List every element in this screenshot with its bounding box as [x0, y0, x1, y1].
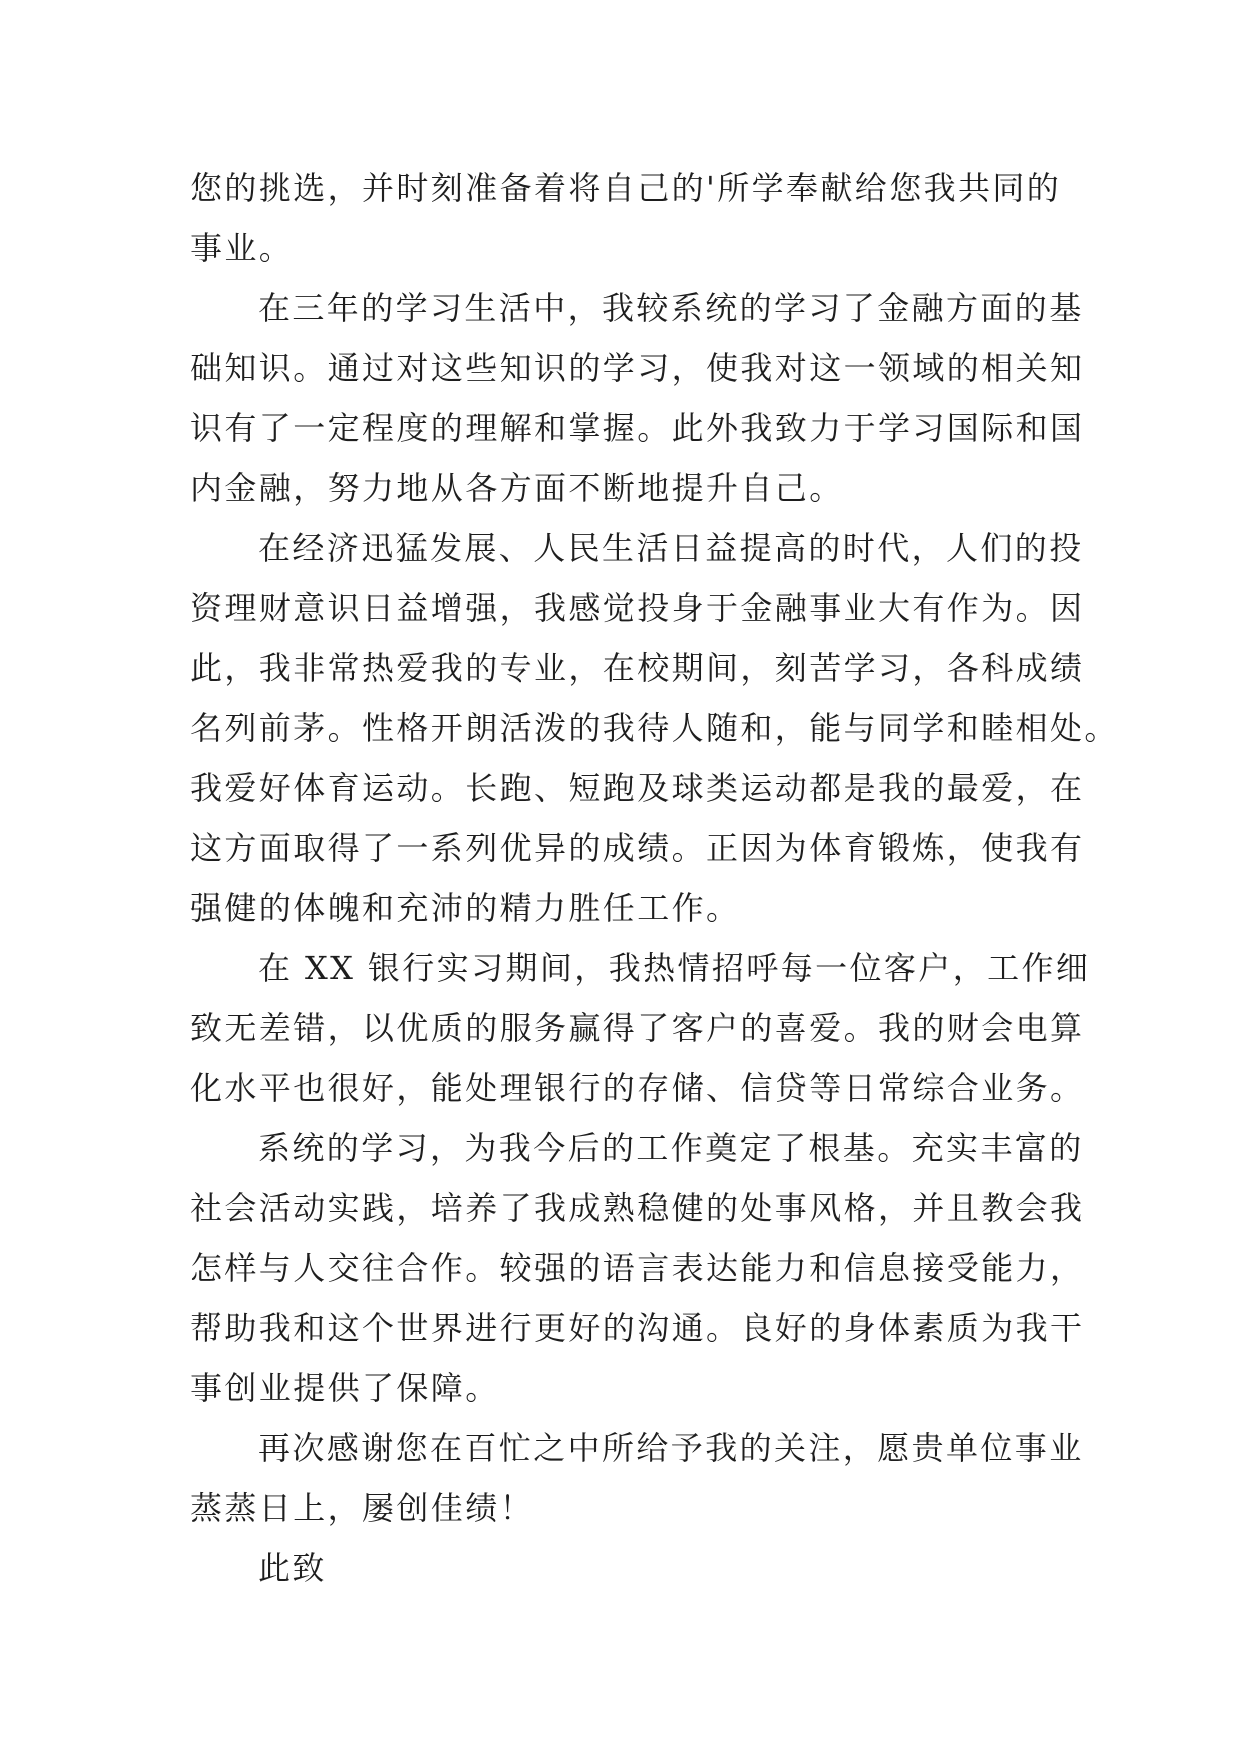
text-line: 此，我非常热爱我的专业，在校期间，刻苦学习，各科成绩	[190, 649, 1085, 687]
text-line: 资理财意识日益增强，我感觉投身于金融事业大有作为。因	[190, 589, 1085, 627]
paragraph-first-line: 再次感谢您在百忙之中所给予我的关注，愿贵单位事业	[258, 1429, 1084, 1467]
paragraph-first-line: 在三年的学习生活中，我较系统的学习了金融方面的基	[258, 289, 1084, 327]
text-line: 致无差错，以优质的服务赢得了客户的喜爱。我的财会电算	[190, 1009, 1085, 1047]
text-line: 础知识。通过对这些知识的学习，使我对这一领域的相关知	[190, 349, 1085, 387]
text-line: 您的挑选，并时刻准备着将自己的'所学奉献给您我共同的	[190, 169, 1062, 207]
text-line: 识有了一定程度的理解和掌握。此外我致力于学习国际和国	[190, 409, 1085, 447]
paragraph-first-line: 在经济迅猛发展、人民生活日益提高的时代，人们的投	[258, 529, 1084, 567]
text-line: 化水平也很好，能处理银行的存储、信贷等日常综合业务。	[190, 1069, 1085, 1107]
text-line: 名列前茅。性格开朗活泼的我待人随和，能与同学和睦相处。	[190, 709, 1119, 747]
paragraph-first-line: 在 XX 银行实习期间，我热情招呼每一位客户，工作细	[258, 949, 1091, 987]
text-line: 怎样与人交往合作。较强的语言表达能力和信息接受能力，	[190, 1249, 1085, 1287]
text-line: 内金融，努力地从各方面不断地提升自己。	[190, 469, 844, 507]
text-line: 事创业提供了保障。	[190, 1369, 500, 1407]
text-line: 事业。	[190, 229, 294, 267]
text-line: 这方面取得了一系列优异的成绩。正因为体育锻炼，使我有	[190, 829, 1085, 867]
text-line: 我爱好体育运动。长跑、短跑及球类运动都是我的最爱，在	[190, 769, 1085, 807]
text-line: 蒸蒸日上，屡创佳绩！	[190, 1489, 535, 1527]
closing-salutation: 此致	[258, 1549, 327, 1587]
text-line: 帮助我和这个世界进行更好的沟通。良好的身体素质为我干	[190, 1309, 1085, 1347]
text-line: 社会活动实践，培养了我成熟稳健的处事风格，并且教会我	[190, 1189, 1085, 1227]
paragraph-first-line: 系统的学习，为我今后的工作奠定了根基。充实丰富的	[258, 1129, 1084, 1167]
text-line: 强健的体魄和充沛的精力胜任工作。	[190, 889, 741, 927]
document-body	[190, 158, 1119, 1598]
